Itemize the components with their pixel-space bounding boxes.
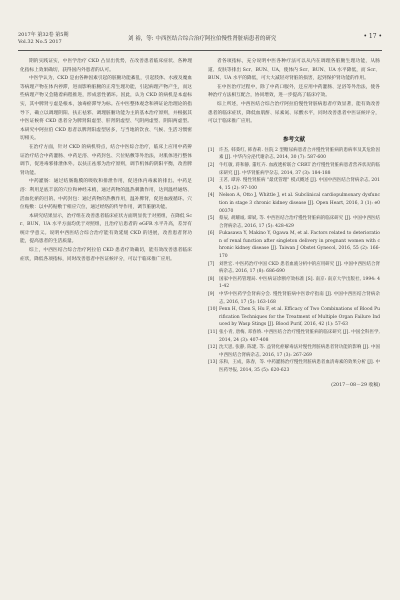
reference-item <box>208 306 380 329</box>
reference-number: [2] <box>208 162 215 168</box>
reference-item <box>208 230 380 260</box>
body-paragraph: 中药灌肠：通过结肠黏膜的吸收和排泄作用，促进体内毒素的排出。中药足浴：利用足底丰富的穴位和神经末梢，通过药物的温热刺激作用，达到温经通络、活血化瘀的目的。中药封包：通过药物的热敷作用，温补脾肾，促进血液循环。穴位贴敷：以中药贴敷于相应穴位，通过经络的传导作用，调节脏腑功能。 <box>20 179 192 211</box>
body-paragraph: 综上，中西医结合综合治疗阿拉伯 CKD 患者疗效确切，能有效改善患者临床症状，降低各项指标，同时改善患者中医证候评分，可以于临床推广应用。 <box>20 248 192 262</box>
reference-text: 沈天思, 张静, 陈建, 等. 益肾化瘀解毒法对慢性肾脏病患者肾功能的影响 [J]. 中国中西医结合肾病杂志, 2016, 17 (3): 267-269 <box>219 345 380 358</box>
reference-item <box>208 192 380 215</box>
reference-text: Nelson A, Otto J, Whittle J, et al. Subclinical cardiopulmonary dysfunction in stage 3 chronic kidney disease [J]. Open Heart, 2016, 3 (1): e000370 <box>219 193 380 214</box>
reference-text: 蔡辰, 胡耀诚, 谭斌, 等. 中西医结合治疗慢性肾脏病的临床研究 [J]. 中国中西医结合肾病杂志, 2016, 17 (5): 428-429 <box>219 216 380 229</box>
references-heading: 参考文献 <box>282 136 305 143</box>
reference-item <box>208 177 380 192</box>
reference-number: [12] <box>208 345 218 351</box>
reference-text: 牛红敏, 蒋和静, 董红卉. 血液透析联合 CRRT 治疗慢性肾脏病患者营养状况的临床研究 [J]. 中华肾脏病学杂志, 2014, 37 (3): 184-188 <box>219 162 380 176</box>
reference-item <box>208 162 380 177</box>
page-number: • 17 • <box>363 33 382 40</box>
reference-text: Fenn H, Chen S, Hu F, et al. Efficacy of Two Combinations of Blood Purification Techniques for the Treatment of Multiple Organ Failure Induced by Wasp Stings [J]. Blood Purif, 2016, 42 (1): 57-63 <box>219 307 380 328</box>
reference-text: Fukasawa Y, Makino Y, Ogawa M, et al. Factors related to deterioration of renal function after singleton delivery in pregnant women with chronic kidney disease [J]. Taiwan J Obstet Gynecol, 2016, 55 (2): 166-170 <box>219 231 380 260</box>
running-title: 刘 裕，等: 中西医结合综合治疗阿拉伯慢性肾脏病患者的研究 <box>128 36 277 42</box>
reference-number: [8] <box>208 276 215 282</box>
right-column <box>208 58 380 388</box>
reference-number: [4] <box>208 193 215 199</box>
reference-text: 乐和，王成，陈春，等. 中药灌肠治疗慢性肾脏病患者血清毒素的效果分析 [J]. 中医药导报, 2014, 35 (5): 620-623 <box>219 360 380 373</box>
reference-text: 中华中医药学会肾病分会. 慢性肾脏病中医诊疗指南 [J]. 中国中西医结合肾病杂志, 2016, 17 (5): 163-168 <box>219 292 380 305</box>
reference-text: 王茗, 谭涛. 慢性肾脏病 "最优管理" 模式概述 [J]. 中国中西医结合肾病杂志, 2014, 15 (2): 97-100 <box>219 178 380 191</box>
body-paragraph: 本研究结果显示，治疗组在改善患者临床症状方面明显优于对照组，在降低 Scr、BUN、UA 水平方面均优于对照组，且治疗后患者的 eGFR 水平升高，差异有统计学意义。说明中西医结合综合治疗能有效延缓 CKD 的进展，改善患者肾功能，提高患者的生活质量。 <box>20 213 192 245</box>
reference-item <box>208 147 380 162</box>
journal-meta <box>18 32 68 46</box>
reference-number: [7] <box>208 261 215 267</box>
reference-text: 国家中医药管理局. 中医病证诊断疗效标准 [S]. 南京: 南京大学出版社, 1994: 41-42 <box>219 276 380 290</box>
body-paragraph: 综上所述，中西医结合综合治疗阿拉伯慢性肾脏病患者疗效显著，能有效改善患者的临床症状，降低血肌酐、尿素氮、尿酸水平，同时改善患者中医证候评分，可以于临床推广应用。 <box>208 101 380 125</box>
journal-volume: Vol.32 No.5 2017 <box>18 39 62 45</box>
reference-text: 许杰, 韩葵红, 韩春莉. 住院 2 型糖尿病患者合并慢性肾脏病的患病率及其危险因素 [J]. 中华内分泌代谢杂志, 2014, 30 (7): 587-600 <box>219 147 380 161</box>
reference-number: [9] <box>208 292 215 298</box>
received-date: (2017－08－29 收稿) <box>331 382 380 388</box>
reference-item <box>208 261 380 276</box>
reference-text: 张小青, 唐梅, 邓春娇. 中西医结合治疗慢性肾脏病的临床研究 [J]. 中国全科医学, 2014, 24 (3): 407-408 <box>219 330 380 343</box>
reference-number: [6] <box>208 231 215 237</box>
reference-item <box>208 291 380 306</box>
reference-number: [11] <box>208 330 218 335</box>
reference-item <box>208 359 380 374</box>
reference-item <box>208 344 380 359</box>
reference-number: [10] <box>208 307 218 313</box>
reference-item <box>208 215 380 230</box>
reference-item <box>208 329 380 344</box>
reference-text: 刘世宏. 中医药治疗中国 CKD 患者血液分析中的应用研究 [J]. 中国中西医结合肾病杂志, 2016, 17 (8): 686-690 <box>219 261 380 275</box>
journal-year-issue: 2017年 第32卷 第5期 <box>18 32 69 38</box>
body-paragraph: 在中医治疗过程中，除了中药口服外，还应用中药灌肠、足浴等外治法，使各种治疗方法相互配合，协同增效，进一步提高了临床疗效。 <box>208 84 380 99</box>
page-header <box>18 32 382 51</box>
body-paragraph: 中医学认为，CKD 是由各种因素引起的脏腑功能紊乱，引起肢体、水液及糜血等病理产物在体内停滞，进而影响脏腑的正常生理功能，引起病理产物产生，而这些病理产物又会随着病程推进，形成恶性循环。因此，认为 CKD 的病机是本虚标实，其中脾肾亏虚是根本，浊毒瘀滞导为标。在中医整体观念和辨证论治理论的指导下，确立以调理阴阳、扶正祛邪、调理脏腑功能为主的基本治疗原则，并根据其中医证候将 CKD 患者分为脾肾阳虚型、肝肾阴虚型、气阴两虚型、阴阳两虚型。本研究中阿拉伯 CKD 患者以脾肾阳虚型居多，与当地的饮食、气候、生活习惯密切相关。 <box>20 76 192 142</box>
body-paragraph: 在治疗方面，针对 CKD 的病机特点，结合中医综合治疗，临床上应用中药辨证治疗结合中药灌肠、中药足浴、中药封包、穴位贴敷等外治法，对肌体进行整体调节，促进毒邪排泄体外。以扶正祛邪为治疗原则，调节机体的阴阳平衡，改善脾肾功能。 <box>20 144 192 176</box>
left-column <box>20 58 192 264</box>
reference-number: [3] <box>208 178 215 184</box>
reference-number: [13] <box>208 360 218 366</box>
reference-list <box>208 147 380 375</box>
body-paragraph: 期的实践证实，中医学治疗 CKD 凸显出优势，在改善患者临床症状、各种理化指标上效果确切，获得国内外患者的认可。 <box>20 59 192 73</box>
body-paragraph: 者各项指标，充分说明中医各种疗法可以从内在调理各脏腑生理功能，从肠道、皮肤等排出 Scr、BUN、UA，使体内 Scr、BUN、UA 水平降低，而 Scr、BUN、UA 水平的降低，可大大减轻对肾脏的损害，起到保护肾功能的作用。 <box>208 59 380 82</box>
reference-number: [5] <box>208 216 215 222</box>
reference-item <box>208 276 380 291</box>
reference-number: [1] <box>208 147 215 153</box>
